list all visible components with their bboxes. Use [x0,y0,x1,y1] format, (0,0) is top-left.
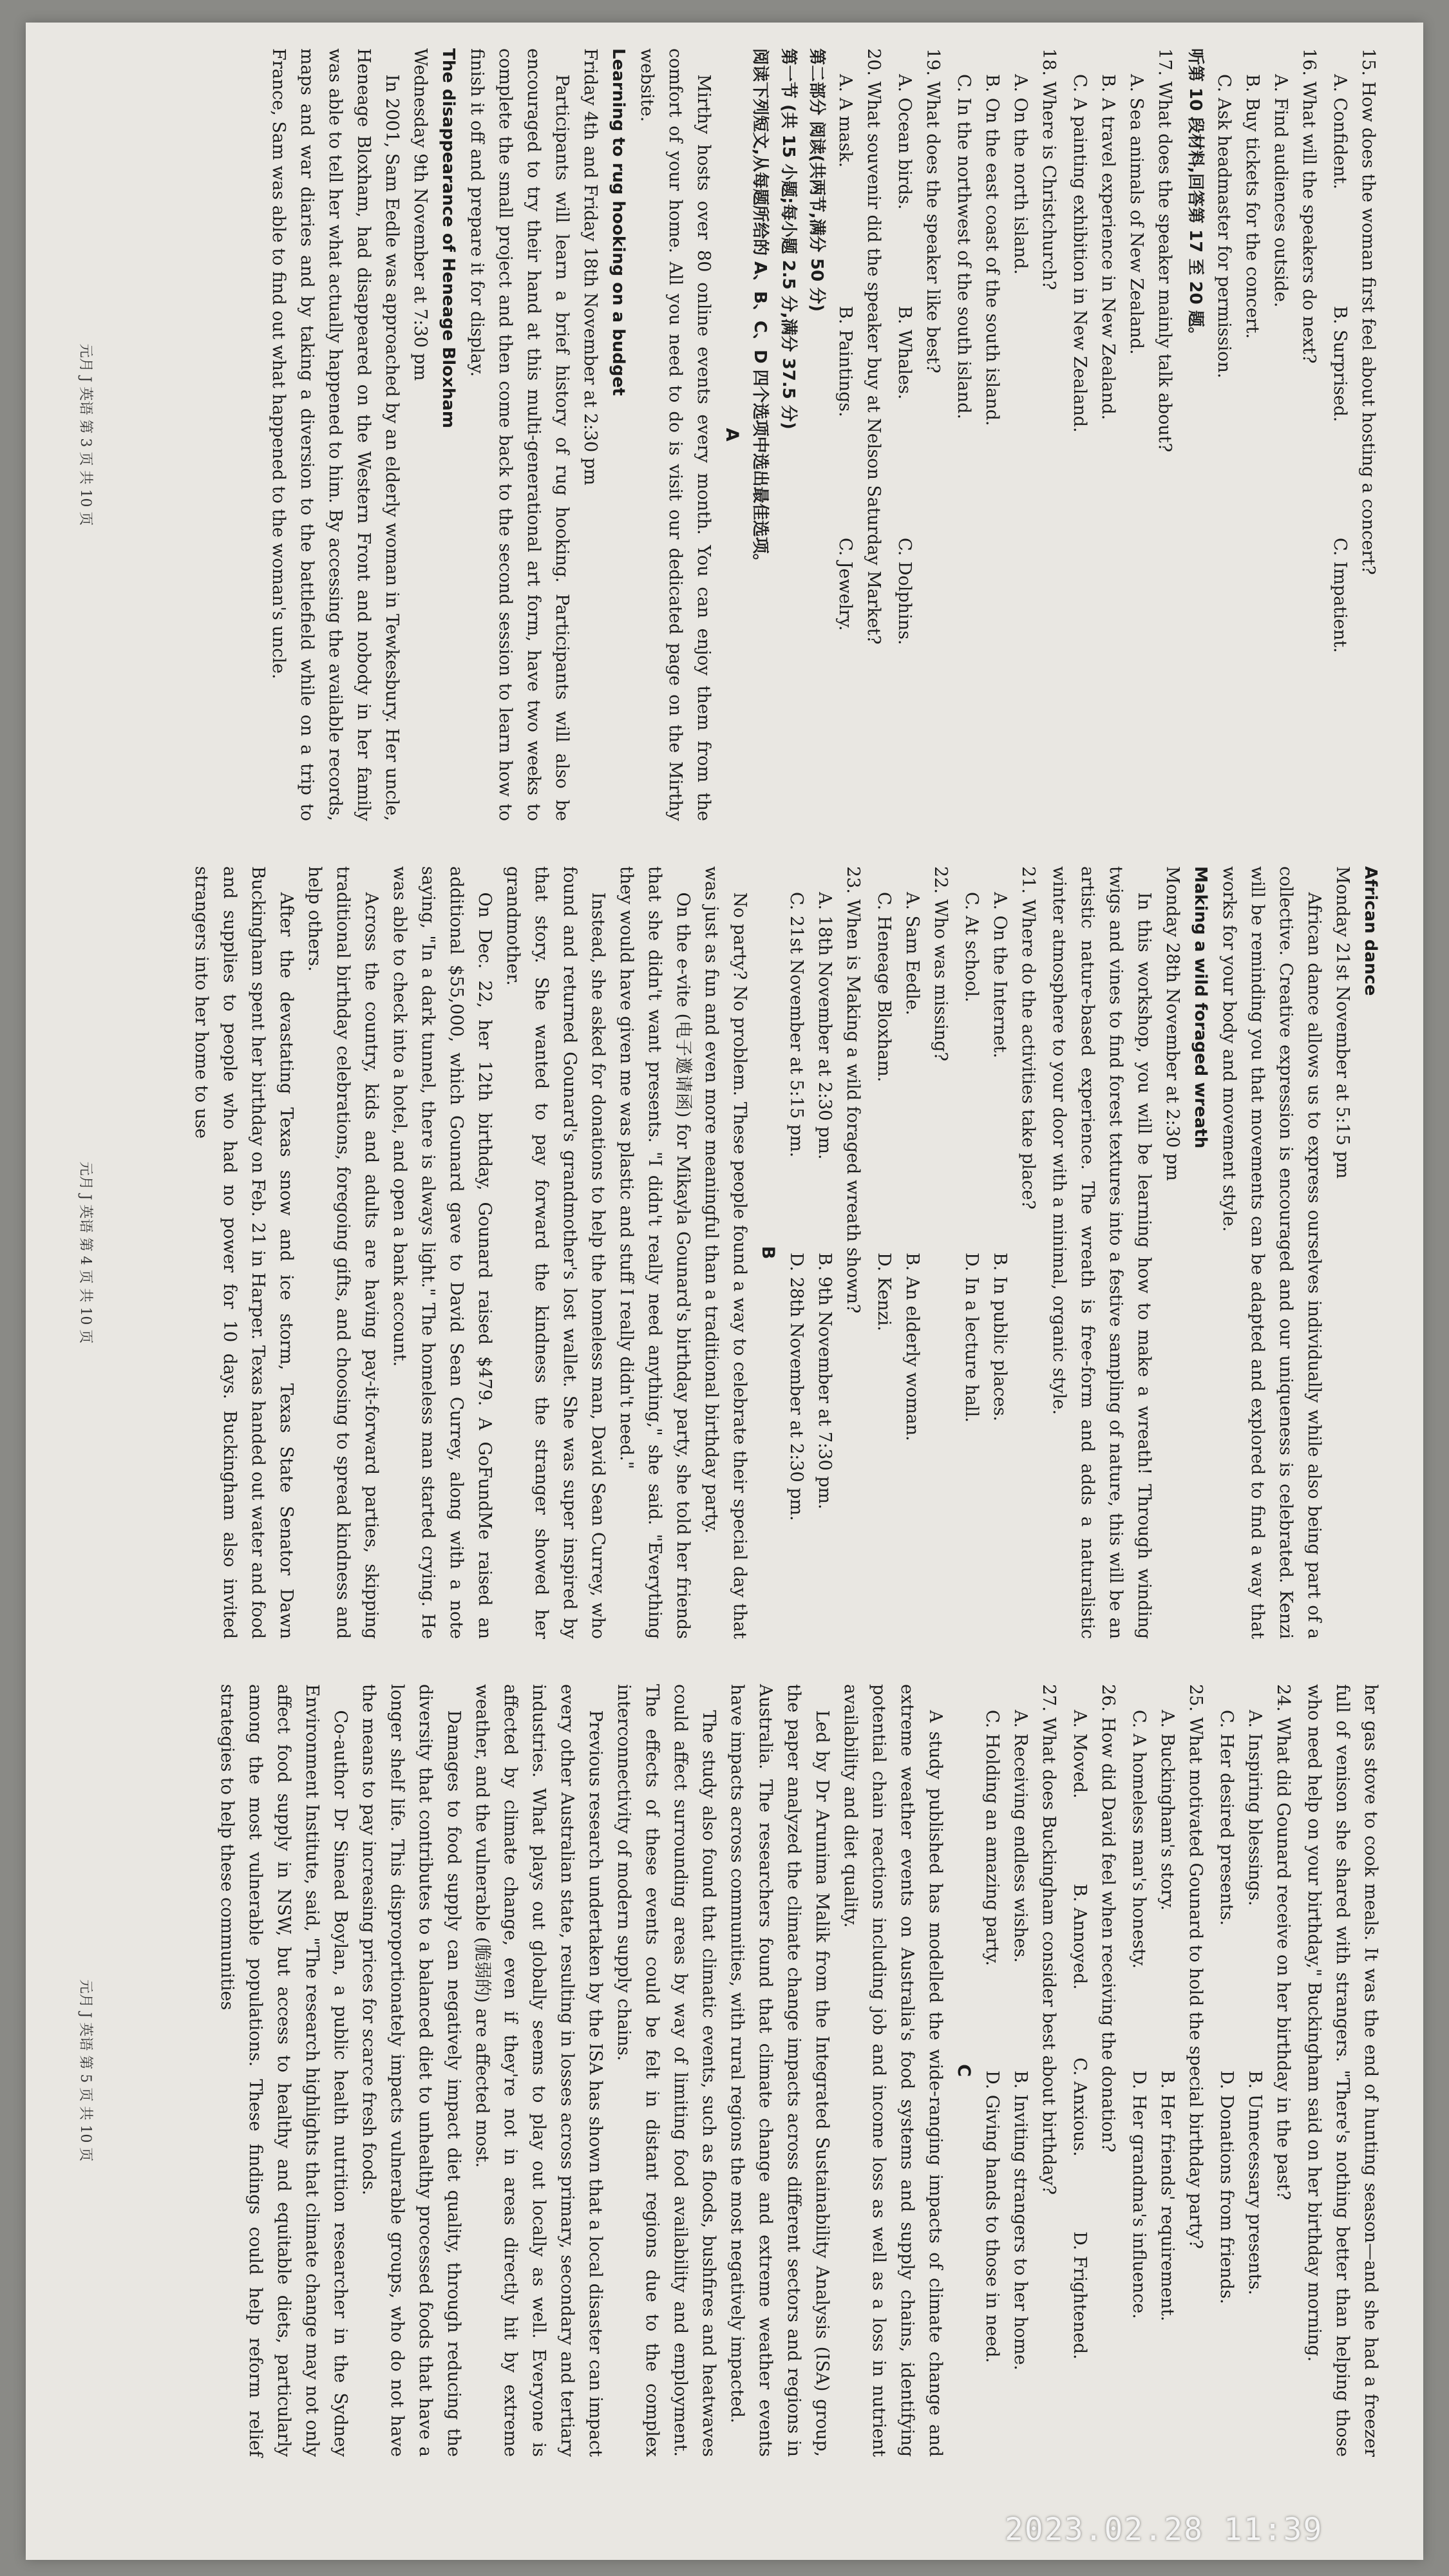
question-27: 27. What does Buckingham consider best about birthday? [1039,1684,1059,2195]
option: B. Her friends' requirement. [1157,2070,1177,2322]
question-21: 21. Where do the activities take place? [1018,866,1038,1209]
option: A. Find audiences outside. [1271,74,1291,308]
event-description: Participants will learn a brief history of rug hooking. Participants will also be encouraged to try their hand at this multi-generational art form, have two weeks to complete the small project and then come back to the second session to learn how to finish it off and prepare it for display. [467,48,572,821]
passage-label-a: A [722,428,742,442]
event-description: African dance allows us to express ourselves individually while also being part of a collective. Creative expression is encouraged and our uniqueness is celebrated. Kenzi will be reminding you that movements can be adapted and explored to find a way that works for your body and movement style. [1219,866,1324,1639]
passage-paragraph: On Dec. 22, her 12th birthday, Gounard raised $479. A GoFundMe raised an additional $55,000, which Gounard gave to David Sean Currey, along with a note saying, "In a dark tunnel, there is always light." The homeless man started crying. He was able to check into a hotel, and open a bank account. [390,866,495,1639]
question-20: 20. What souvenir did the speaker buy at Nelson Saturday Market? [864,48,884,645]
question-21-options [957,866,1014,1639]
passage-label-c: C [954,2064,974,2077]
passage-paragraph: her gas stove to cook meals. It was the end of hunting season—and she had a freezer full of venison she shared with strangers. "There's nothing better than helping those who need help on your birthday," Buckingham said on her birthday morning. [1304,1684,1381,2457]
option: A. Sam Eedle. [902,892,922,1016]
page-footer: 元月 J 英语 第 5 页 共 10 页 [77,1979,93,2162]
reading-instructions: 阅读下列短文,从每题所给的 A、B、C、D 四个选项中选出最佳选项。 [750,48,770,571]
event-description: In 2001, Sam Eedle was approached by an elderly woman in Tewkesbury. Her uncle, Heneage Bloxham, had disappeared on the Western Front and nobody in her family was able to tell her what actually happened to him. By accessing the available records, maps and war diaries and by taking a diversion to the battlefield while on a trip to France, Sam was able to find out what happened to the woman's uncle. [269,48,402,821]
event-time: Friday 4th and Friday 18th November at 2:30 pm [580,48,600,486]
part-2-section-1-heading: 第一节 (共 15 小题;每小题 2.5 分,满分 37.5 分) [779,48,798,430]
option: B. Buy tickets for the concert. [1242,74,1262,339]
option: B. Annoyed. [1070,1884,1090,1990]
event-description: In this workshop, you will be learning how to make a wreath! Through winding twigs and vines to find forest textures into a festive sampling of nature, this will be an artistic nature-based experience. The wreath is free-form and adds a naturalistic winter atmosphere to your door with a minimal, organic style. [1049,866,1154,1639]
passage-a-intro: Mirthy hosts over 80 online events every month. You can enjoy them from the comfort of your home. All you need to do is visit our dedicated page on the Mirthy website. [637,48,714,821]
question-25-options [1124,1684,1181,2457]
passage-label-b: B [758,1245,778,1260]
option: A. Receiving endless wishes. [1010,1710,1030,1963]
question-15-options [1325,48,1354,821]
option: C. Holding an amazing party. [982,1710,1002,1966]
question-25: 25. What motivated Gounard to hold the special birthday party? [1186,1684,1206,2249]
option: C. Jewelry. [835,538,855,631]
option: A. On the north island. [1010,74,1030,275]
option: B. A travel experience in New Zealand. [1098,74,1118,421]
option: A. On the Internet. [990,892,1010,1059]
passage-paragraph: After the devastating Texas snow and ice storm, Texas State Senator Dawn Buckingham spent her birthday on Feb. 21 in Harper. Texas handed out water and food and supplies to people who had no power for 10 days. Buckingham also invited strangers into her home to use [191,866,296,1639]
exam-page-rotated [52,23,1423,2534]
question-23: 23. When is Making a wild foraged wreath shown? [843,866,863,1314]
listening-section-heading: 听第 10 段材料,回答第 17 至 20 题。 [1186,48,1205,344]
question-17: 17. What does the speaker mainly talk about? [1155,48,1175,453]
passage-paragraph: Across the country, kids and adults are having pay-it-forward parties, skipping traditional birthday celebrations, foregoing gifts, and choosing to spread kindness and help others. [305,866,381,1639]
passage-paragraph: On the e-vite (电子邀请函) for Mikayla Gounard's birthday party, she told her friends that she didn't want presents. "I didn't really need anything," she said. "Everything they would have given me was plastic and stuff I really didn't need." [616,866,693,1639]
option: D. Giving hands to those in need. [982,2070,1002,2363]
event-title: The disappearance of Heneage Bloxham [439,48,458,428]
option: A. 18th November at 2:30 pm. [815,892,835,1160]
option: B. Surprised. [1330,306,1350,422]
option: C. A painting exhibition in New Zealand. [1070,74,1090,433]
question-26-options [1065,1684,1094,2457]
option: C. Anxious. [1070,2058,1090,2157]
event-time: Monday 28th November at 2:30 pm [1162,866,1182,1181]
question-26: 26. How did David feel when receiving the donation? [1098,1684,1118,2153]
option: D. Frightened. [1070,2231,1090,2360]
passage-paragraph: No party? No problem. These people found a way to celebrate their special day that was just as fun and even more meaningful than a traditional birthday party. [701,866,750,1639]
question-18: 18. Where is Christchurch? [1039,48,1059,290]
event-time: Monday 21st November at 5:15 pm [1332,866,1352,1179]
option: A. A mask. [835,74,855,168]
option: A. Confident. [1330,74,1350,190]
option: C. Heneage Bloxham. [874,892,894,1083]
option: B. An elderly woman. [902,1253,922,1441]
question-27-options [978,1684,1034,2457]
question-22: 22. Who was missing? [931,866,951,1061]
page-footer: 元月 J 英语 第 4 页 共 10 页 [77,1161,93,1344]
option: C. Her desired presents. [1217,1710,1236,1926]
option: C. In the northwest of the south island. [954,74,974,419]
option: D. Her grandma's influence. [1129,2070,1149,2319]
option: B. 9th November at 7:30 pm. [815,1253,835,1510]
column-page-3 [264,48,1385,821]
question-20-options [831,48,859,821]
option: D. 28th November at 2:30 pm. [786,1253,806,1521]
option: B. Unnecessary presents. [1245,2070,1265,2295]
question-15: 15. How does the woman first feel about hosting a concert? [1358,48,1378,575]
question-24-options [1212,1684,1269,2457]
option: A. Buckingham's story. [1157,1710,1177,1911]
option: C. 21st November at 5:15 pm. [786,892,806,1158]
option: A. Moved. [1070,1710,1090,1799]
option: D. Donations from friends. [1217,2070,1236,2304]
passage-paragraph: The study also found that climatic events, such as floods, bushfires and heatwaves could affect surrounding areas by way of limiting food availability and employment. The effects of these events could be felt in distant regions due to the complex interconnectivity of modern supply chains. [614,1684,719,2457]
column-page-5 [213,1684,1385,2457]
passage-paragraph: Co-author Dr Sinead Boylan, a public health nutrition researcher in the Sydney Environment Institute, said, "The research highlights that climate change may not only affect food supply in NSW, but access to healthy and equitable diets, particularly among the most vulnerable populations. These findings could help reform relief strategies to help these communities [217,1684,350,2457]
event-title: Learning to rug hooking on a budget [609,48,628,396]
question-23-options [782,866,838,1639]
column-page-4 [187,866,1385,1639]
option: B. On the east coast of the south island. [982,74,1002,426]
option: B. In public places. [990,1253,1010,1422]
event-title: Making a wild foraged wreath [1191,866,1210,1149]
part-2-heading: 第二部分 阅读(共两节,满分 50 分) [807,48,826,312]
passage-paragraph: A study published has modelled the wide-ranging impacts of climate change and extreme weather events on Australia's food systems and supply chains, identifying potential chain reactions including job and income loss as well as a loss in nutrient availability and diet quality. [840,1684,945,2457]
photo-timestamp: 2023.02.28 11:39 [1005,2512,1323,2548]
question-22-options [869,866,926,1639]
exam-sheet-photo [26,23,1423,2560]
question-19: 19. What does the speaker like best? [923,48,943,374]
question-16-options [1209,48,1294,821]
option: B. Whales. [895,306,914,400]
passage-paragraph: Instead, she asked for donations to help the homeless man, David Sean Currey, who found and returned Gounard's grandmother's lost wallet. She was super inspired by that story. She wanted to pay forward the kindness the stranger showed her grandmother. [503,866,608,1639]
question-24: 24. What did Gounard receive on her birthday in the past? [1273,1684,1293,2201]
option: A. Ocean birds. [895,74,914,210]
option: B. Inviting strangers to her home. [1010,2070,1030,2371]
option: C. A homeless man's honesty. [1129,1710,1149,1969]
passage-paragraph: Previous research undertaken by the ISA has shown that a local disaster can impact every other Australian state, resulting in losses across primary, secondary and tertiary industries. What plays out globally seems to play out locally as well. Everyone is affected by climate change, even if they're not in areas directly hit by extreme weather, and the vulnerable (脆弱的) are affected most. [472,1684,605,2457]
option: A. Sea animals of New Zealand. [1126,74,1146,355]
option: B. Paintings. [835,306,855,417]
option: C. Dolphins. [895,538,914,645]
option: D. In a lecture hall. [961,1253,981,1423]
option: C. Ask headmaster for permission. [1214,74,1234,379]
passage-paragraph: Led by Dr Arunima Malik from the Integrated Sustainability Analysis (ISA) group, the paper analyzed the climate change impacts across different sectors and regions in Australia. The researchers found that climate change and extreme weather events have impacts across communities, with rural regions the most negatively impacted. [727,1684,832,2457]
option: C. At school. [961,892,981,1003]
passage-paragraph: Damages to food supply can negatively impact diet quality, through reducing the diversity that contributes to a balanced diet to unhealthy processed foods that have a longer shelf life. This disproportionately impacts vulnerable groups, who do not have the means to pay increasing prices for scarce fresh foods. [359,1684,464,2457]
event-title: African dance [1361,866,1380,996]
event-time: Wednesday 9th November at 7:30 pm [410,48,430,381]
question-17-options [1065,48,1150,821]
question-16: 16. What will the speakers do next? [1299,48,1319,364]
option: D. Kenzi. [874,1253,894,1332]
question-19-options [890,48,918,821]
option: A. Inspiring blessings. [1245,1710,1265,1906]
question-18-options [949,48,1034,821]
option: C. Impatient. [1330,538,1350,653]
page-footer: 元月 J 英语 第 3 页 共 10 页 [77,343,93,526]
